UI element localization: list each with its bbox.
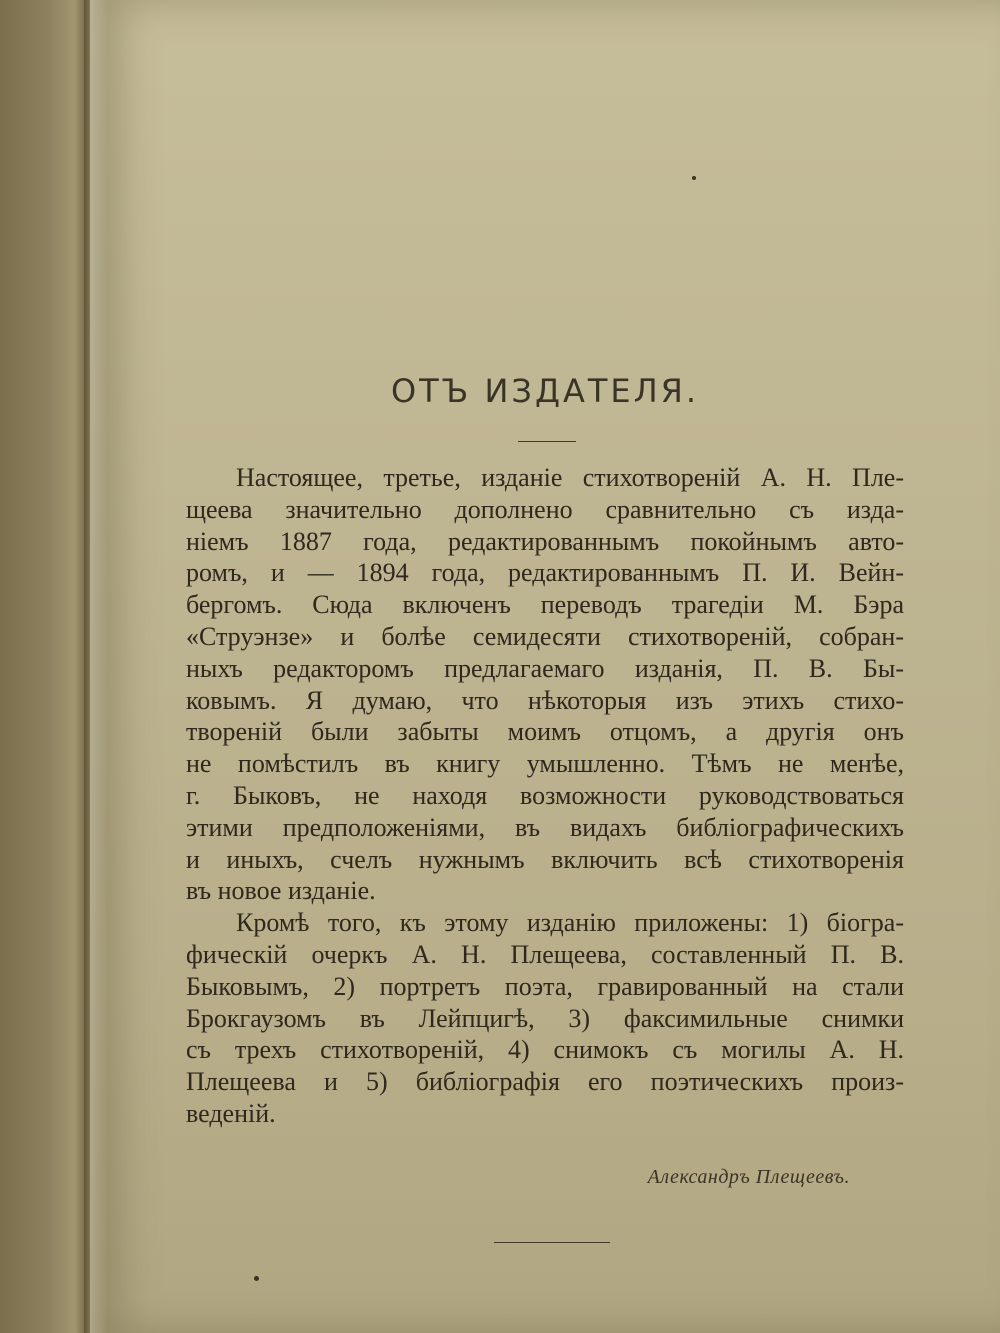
text-line: г. Быковъ, не находя возможности руководствоваться <box>186 780 904 810</box>
text-line: Быковымъ, 2) портретъ поэта, гравированный на стали <box>186 971 904 1001</box>
text-line: бергомъ. Сюда включенъ переводъ трагедіи М. Бэра <box>186 590 904 620</box>
text-line: твореній были забыты моимъ отцомъ, а другія онъ <box>186 717 904 747</box>
text-line: щеева значительно дополнено сравнительно съ изда- <box>186 494 904 524</box>
text-line: ромъ, и — 1894 года, редактированнымъ П. И. Вейн- <box>186 558 904 588</box>
text-line: ніемъ 1887 года, редактированнымъ покойнымъ авто- <box>186 526 904 556</box>
text-line: Плещеева и 5) библіографія его поэтическихъ произ- <box>186 1067 904 1097</box>
text-line: въ новое изданіе. <box>186 876 376 906</box>
text-line: Настоящее, третье, изданіе стихотвореній А. Н. Пле- <box>236 463 904 492</box>
text-line: этими предположеніями, въ видахъ библіографическихъ <box>186 812 904 842</box>
author-signature: Александръ Плещеевъ. <box>647 1166 850 1188</box>
text-line: Кромѣ того, къ этому изданію приложены: 1) біогра- <box>236 908 904 938</box>
title-divider <box>518 441 576 442</box>
text-line: не помѣстилъ въ книгу умышленно. Тѣмъ не менѣе, <box>186 749 904 779</box>
preface-text <box>186 462 904 1130</box>
text-line: веденій. <box>186 1098 276 1128</box>
text-line: фическій очеркъ А. Н. Плещеева, составленный П. В. <box>186 939 904 969</box>
page-highlight <box>90 0 108 1333</box>
text-line: ковымъ. Я думаю, что нѣкоторыя изъ этихъ стихо- <box>186 685 904 715</box>
text-line: Брокгаузомъ въ Лейпцигѣ, 3) факсимильные снимки <box>186 1003 904 1033</box>
page-title: ОТЪ ИЗДАТЕЛЯ. <box>390 372 700 410</box>
paragraph-2 <box>186 907 904 1130</box>
text-line: ныхъ редакторомъ предлагаемаго изданія, П. В. Бы- <box>186 653 904 683</box>
ink-speck <box>692 176 696 180</box>
text-line: «Струэнзе» и болѣе семидесяти стихотвореній, собран- <box>186 621 904 651</box>
book-gutter <box>0 0 88 1333</box>
text-line: съ трехъ стихотвореній, 4) снимокъ съ могилы А. Н. <box>186 1035 904 1065</box>
ink-speck <box>254 1276 259 1281</box>
text-line: и иныхъ, счелъ нужнымъ включить всѣ стихотворенія <box>186 844 904 874</box>
closing-divider <box>494 1242 610 1243</box>
paragraph-1 <box>186 462 904 907</box>
